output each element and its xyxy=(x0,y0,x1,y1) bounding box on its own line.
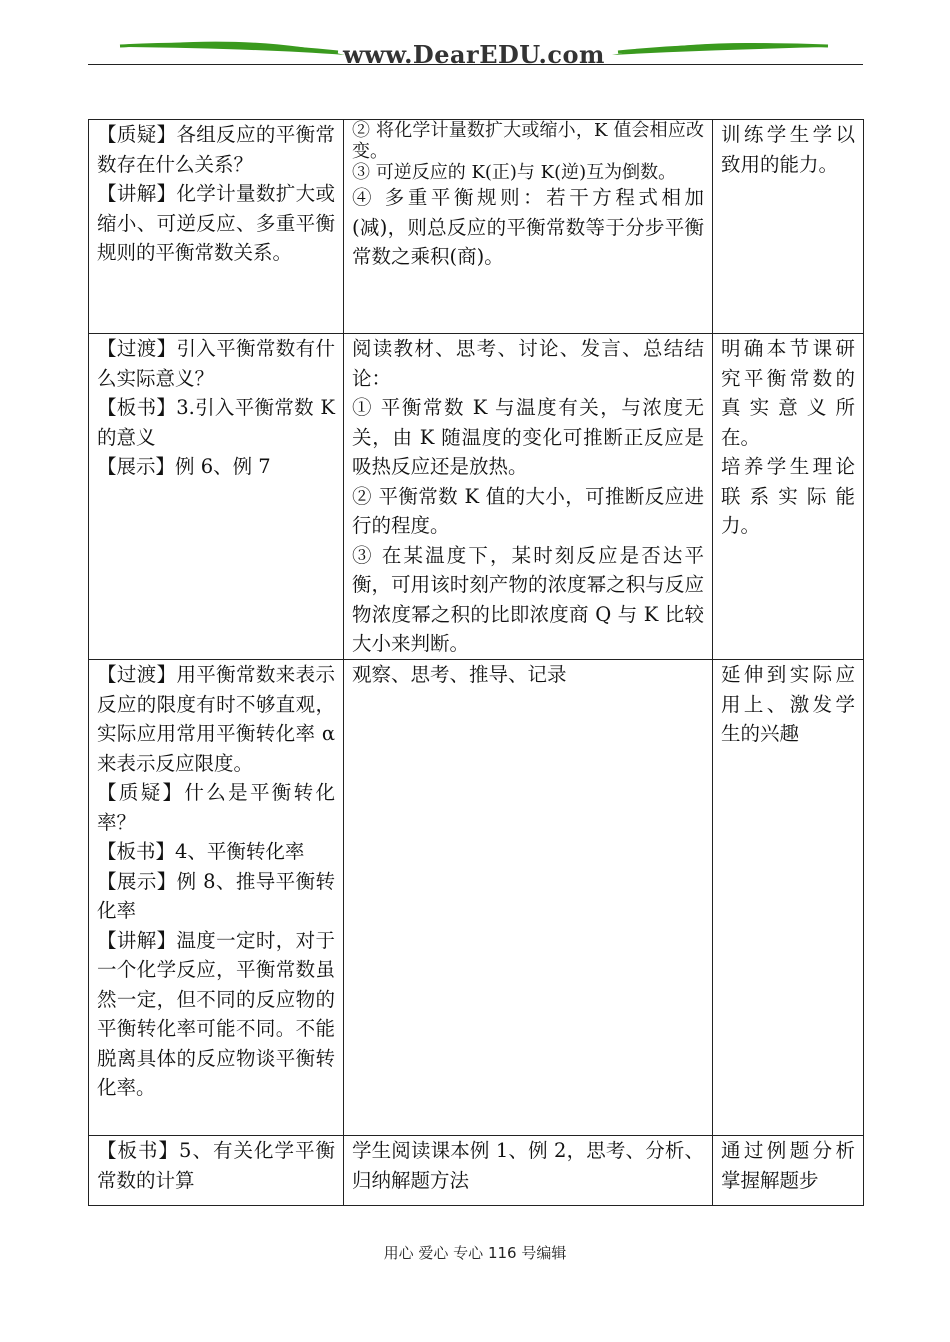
list-item: 延伸到实际应用上、激发学生的兴趣 xyxy=(721,663,855,745)
list-item: 明确本节课研究平衡常数的真实意义所在。 xyxy=(721,337,855,449)
list-item: ④ 多重平衡规则：若干方程式相加(减)，则总反应的平衡常数等于分步平衡常数之乘积(商)。 xyxy=(352,186,704,268)
lesson-plan-table xyxy=(88,119,864,1206)
list-item: 【板书】3.引入平衡常数 K 的意义 xyxy=(97,396,335,449)
list-item: 【板书】4、平衡转化率 xyxy=(97,840,305,863)
teacher-activity-cell xyxy=(89,1136,344,1206)
design-intent-cell xyxy=(713,1136,864,1206)
table-row xyxy=(89,120,864,334)
teacher-activity-cell xyxy=(89,660,344,1136)
list-item: 【过渡】用平衡常数来表示反应的限度有时不够直观，实际应用常用平衡转化率 α 来表示反应限度。 xyxy=(97,663,335,775)
design-intent-cell xyxy=(713,660,864,1136)
list-item: 阅读教材、思考、讨论、发言、总结结论： xyxy=(352,337,704,390)
list-item: 【展示】例 6、例 7 xyxy=(97,455,271,478)
table-row xyxy=(89,334,864,660)
page-footer: 用心 爱心 专心 116 号编辑 xyxy=(383,1244,567,1262)
table-row xyxy=(89,660,864,1136)
list-item: 【展示】例 8、推导平衡转化率 xyxy=(97,869,335,922)
student-activity-cell xyxy=(344,660,713,1136)
site-logo-text: www.DearEDU.com xyxy=(343,40,605,69)
list-item: 【讲解】化学计量数扩大或缩小、可逆反应、多重平衡规则的平衡常数关系。 xyxy=(97,182,335,264)
header-divider xyxy=(88,64,863,65)
teacher-activity-cell xyxy=(89,120,344,334)
list-item: 【质疑】什么是平衡转化率？ xyxy=(97,781,335,834)
list-item: ① 平衡常数 K 与温度有关，与浓度无关，由 K 随温度的变化可推断正反应是吸热反应还是放热。 xyxy=(352,396,704,478)
list-item: ③ 可逆反应的 K(正)与 K(逆)互为倒数。 xyxy=(352,162,677,183)
list-item: ③ 在某温度下，某时刻反应是否达平衡，可用该时刻产物的浓度幂之积与反应物浓度幂之积的比即浓度商 Q 与 K 比较大小来判断。 xyxy=(352,543,704,655)
list-item: 观察、思考、推导、记录 xyxy=(352,663,567,686)
student-activity-cell xyxy=(344,120,713,334)
page-header xyxy=(0,0,950,80)
list-item: 【质疑】各组反应的平衡常数存在什么关系？ xyxy=(97,123,335,176)
teacher-activity-cell xyxy=(89,334,344,660)
list-item: ② 将化学计量数扩大或缩小，K 值会相应改变。 xyxy=(352,120,704,162)
list-item: 【板书】5、有关化学平衡常数的计算 xyxy=(97,1139,335,1192)
student-activity-cell xyxy=(344,334,713,660)
design-intent-cell xyxy=(713,334,864,660)
list-item: 培养学生理论联系实际能力。 xyxy=(721,455,855,537)
list-item: 学生阅读课本例 1、例 2，思考、分析、归纳解题方法 xyxy=(352,1139,704,1192)
list-item: 训练学生学以致用的能力。 xyxy=(721,123,855,176)
student-activity-cell xyxy=(344,1136,713,1206)
list-item: 【讲解】温度一定时，对于一个化学反应，平衡常数虽然一定，但不同的反应物的平衡转化率可能不同。不能脱离具体的反应物谈平衡转化率。 xyxy=(97,928,335,1099)
list-item: 通过例题分析掌握解题步 xyxy=(721,1139,855,1192)
design-intent-cell xyxy=(713,120,864,334)
table-row xyxy=(89,1136,864,1206)
list-item: 【过渡】引入平衡常数有什么实际意义？ xyxy=(97,337,335,390)
list-item: ② 平衡常数 K 值的大小，可推断反应进行的程度。 xyxy=(352,484,704,537)
